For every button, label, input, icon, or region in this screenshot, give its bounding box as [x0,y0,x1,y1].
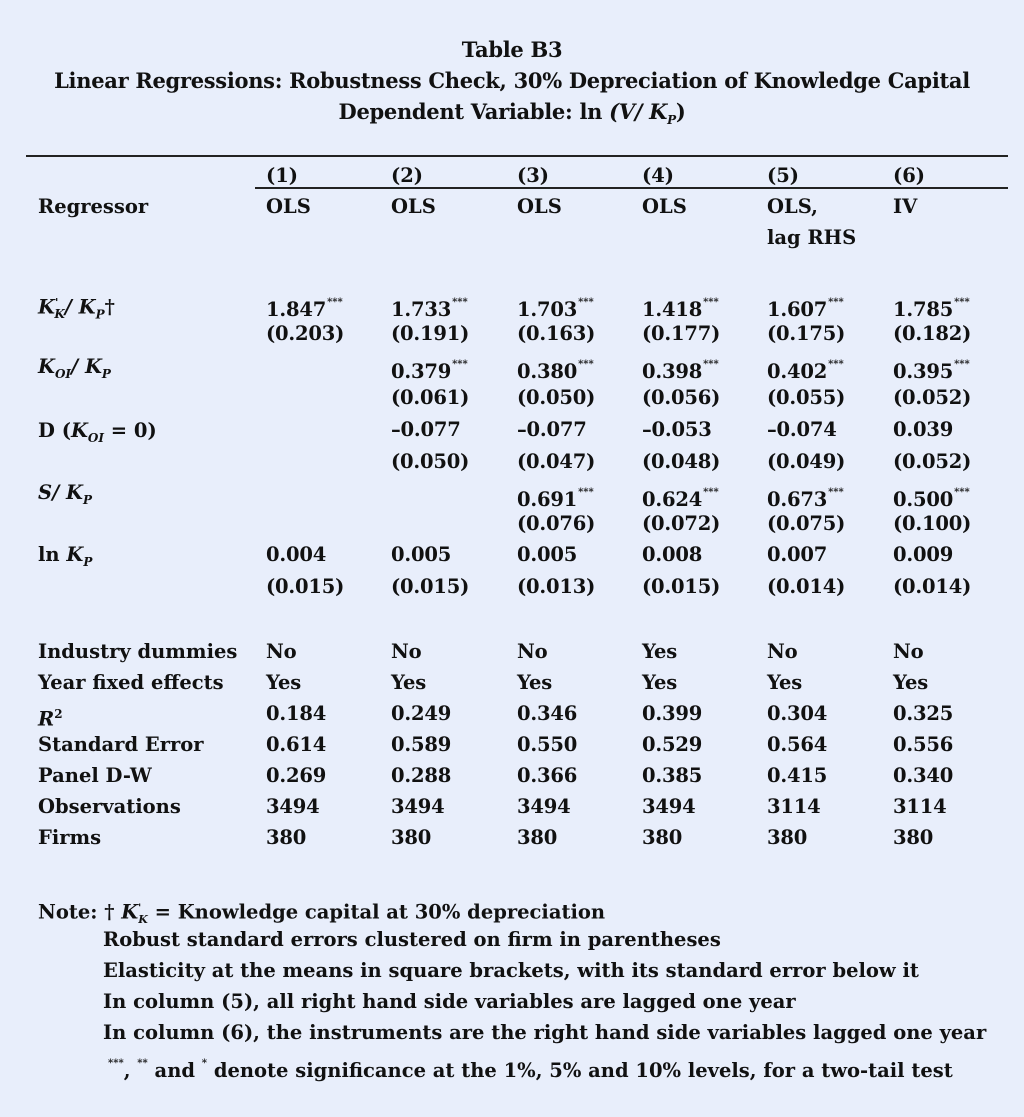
table-cell-s-coef [893,481,970,512]
stat-label: Standard Error [38,733,204,756]
significance-stars: *** [828,297,844,308]
stat-value: 380 [266,826,307,849]
table-cell-d-coef: –0.074 [767,418,837,441]
table-cell-lnk-se: (0.013) [517,575,596,598]
stat-value: 380 [893,826,934,849]
cell-value: 0.380 [517,360,578,383]
title-line-2: Linear Regressions: Robustness Check, 30% Depreciation of Knowledge Capital [54,68,970,93]
cell-value: 0.395 [893,360,954,383]
column-method: OLS [266,195,311,218]
significance-stars: *** [703,359,719,370]
note-line-2: Elasticity at the means in square brackets, with its standard error below it [103,959,919,982]
stat-value: 3114 [893,795,947,818]
column-method: OLS [391,195,436,218]
table-cell-s-se: (0.100) [893,512,972,535]
column-number: (3) [517,164,550,187]
stat-label-sup: 2 [54,707,63,721]
title-line-3: Dependent Variable: ln (V/ $K_P$) [338,99,686,128]
table-cell-d-se: (0.048) [642,450,721,473]
table-cell-lnk-coef: 0.008 [642,543,703,566]
significance-stars: *** [578,297,594,308]
stat-value: Yes [642,671,678,694]
stat-value: 3114 [767,795,821,818]
significance-stars: *** [954,297,970,308]
title-line-1: Table B3 [461,37,563,62]
significance-stars: *** [452,297,468,308]
table-cell-kk-coef [767,291,844,322]
stat-value: 0.399 [642,702,703,725]
cell-value: 0.379 [391,360,452,383]
significance-stars: *** [578,359,594,370]
table-cell-lnk-coef: 0.007 [767,543,828,566]
column-number: (6) [893,164,926,187]
cell-value: 0.500 [893,488,954,511]
table-cell-lnk-se: (0.015) [391,575,470,598]
note-first: Note: † $K'_K$ = Knowledge capital at 30% depreciation [38,900,606,927]
table-cell-lnk-coef: 0.004 [266,543,327,566]
table-cell-lnk-se: (0.014) [767,575,846,598]
table-cell-kk-se: (0.163) [517,322,596,345]
table-cell-lnk-coef: 0.009 [893,543,954,566]
var-s: S/ $K_P$ [38,481,92,507]
stat-value: 0.366 [517,764,578,787]
table-cell-s-coef [517,481,594,512]
cell-value: 1.847 [266,298,327,321]
table-cell-d-coef: 0.039 [893,418,954,441]
stat-value: 380 [517,826,558,849]
table-cell-s-se: (0.075) [767,512,846,535]
significance-stars: *** [703,297,719,308]
table-cell-s-coef [767,481,844,512]
cell-value: 1.418 [642,298,703,321]
table-cell-d-se: (0.050) [391,450,470,473]
column-number: (1) [266,164,299,187]
stat-value: 380 [391,826,432,849]
cell-value: 1.607 [767,298,828,321]
significance-stars: *** [327,297,343,308]
table-cell-kk-se: (0.177) [642,322,721,345]
stat-value: 0.614 [266,733,327,756]
stat-value: 0.340 [893,764,954,787]
stat-label: Industry dummies [38,640,238,663]
table-cell-d-se: (0.049) [767,450,846,473]
stat-value: Yes [266,671,302,694]
stat-value: 0.325 [893,702,954,725]
stat-value: 0.269 [266,764,327,787]
stat-value: 380 [767,826,808,849]
table-cell-lnk-se: (0.015) [642,575,721,598]
stat-label: Panel D-W [38,764,152,787]
cell-value: 1.785 [893,298,954,321]
stat-label: Firms [38,826,102,849]
stat-value: No [266,640,297,663]
stat-value: Yes [391,671,427,694]
stat-value: No [517,640,548,663]
var-lnk: $\ln K_P$ [38,543,93,569]
table-cell-kk-coef [893,291,970,322]
stat-value: 380 [642,826,683,849]
column-number: (5) [767,164,800,187]
note-line-1: Robust standard errors clustered on firm in parentheses [103,928,721,951]
table-cell-koi-coef [391,353,468,384]
table-cell-lnk-coef: 0.005 [517,543,578,566]
stat-value: 0.288 [391,764,452,787]
stat-label: Year fixed effects [38,671,224,694]
note-line-4: In column (6), the instruments are the right hand side variables lagged one year [103,1021,987,1044]
table-cell-koi-se: (0.055) [767,386,846,409]
stat-value: 0.304 [767,702,828,725]
stat-value: No [391,640,422,663]
stat-label-text: R [38,707,55,731]
significance-stars: *** [828,359,844,370]
var-koi: $K_{OI}/$ $K_P$ [38,355,111,381]
table-cell-koi-coef [767,353,844,384]
cell-value: 0.398 [642,360,703,383]
stat-value: Yes [767,671,803,694]
cell-value: 0.624 [642,488,703,511]
regressor-label: Regressor [38,195,149,218]
table-cell-koi-se: (0.061) [391,386,470,409]
table-cell-koi-se: (0.050) [517,386,596,409]
stat-value: 0.346 [517,702,578,725]
table-cell-koi-se: (0.052) [893,386,972,409]
table-cell-d-coef: –0.077 [391,418,461,441]
table-cell-kk-se: (0.203) [266,322,345,345]
column-method-extra: lag RHS [767,226,857,249]
stat-value: 0.385 [642,764,703,787]
stat-value: 3494 [391,795,445,818]
stat-value: 0.184 [266,702,327,725]
column-method: IV [893,195,918,218]
stat-value: 3494 [517,795,571,818]
significance-stars: *** [578,487,594,498]
stat-value: No [893,640,924,663]
table-cell-s-se: (0.072) [642,512,721,535]
stat-value: 0.556 [893,733,954,756]
var-d: D $(K_{OI} = 0)$ [38,419,157,445]
table-cell-kk-coef [642,291,719,322]
table-cell-s-coef [642,481,719,512]
table-cell-koi-coef [517,353,594,384]
var-kk: $K'_K/$ $K_P\dagger$ [38,295,115,322]
significance-stars: *** [703,487,719,498]
cell-value: 1.733 [391,298,452,321]
stat-value: 0.550 [517,733,578,756]
table-cell-koi-se: (0.056) [642,386,721,409]
table-cell-lnk-se: (0.014) [893,575,972,598]
significance-stars: *** [828,487,844,498]
table-cell-kk-se: (0.191) [391,322,470,345]
table-cell-s-se: (0.076) [517,512,596,535]
table-cell-kk-se: (0.182) [893,322,972,345]
significance-stars: *** [452,359,468,370]
column-number: (4) [642,164,675,187]
column-method: OLS, [767,195,818,218]
table-cell-kk-se: (0.175) [767,322,846,345]
stat-value: 0.249 [391,702,452,725]
table-cell-lnk-se: (0.015) [266,575,345,598]
column-method: OLS [517,195,562,218]
stat-value: 0.564 [767,733,828,756]
cell-value: 0.691 [517,488,578,511]
stat-value: 0.589 [391,733,452,756]
table-cell-lnk-coef: 0.005 [391,543,452,566]
column-method: OLS [642,195,687,218]
stat-value: 3494 [642,795,696,818]
table-cell-kk-coef [391,291,468,322]
column-number: (2) [391,164,424,187]
table-cell-koi-coef [642,353,719,384]
stat-value: No [767,640,798,663]
stat-label: Observations [38,795,181,818]
stat-value: 0.529 [642,733,703,756]
stat-value: 0.415 [767,764,828,787]
significance-stars: *** [954,487,970,498]
table-title [0,34,1024,136]
cell-value: 1.703 [517,298,578,321]
cell-value: 0.402 [767,360,828,383]
cell-value: 0.673 [767,488,828,511]
note-line-3: In column (5), all right hand side variables are lagged one year [103,990,796,1013]
table-cell-d-se: (0.047) [517,450,596,473]
top-rule [26,155,1008,157]
table-cell-d-se: (0.052) [893,450,972,473]
table-cell-d-coef: –0.053 [642,418,712,441]
stat-value: Yes [642,640,678,663]
table-cell-kk-coef [266,291,343,322]
table-cell-koi-coef [893,353,970,384]
table-cell-kk-coef [517,291,594,322]
stat-value: 3494 [266,795,320,818]
stat-value: Yes [517,671,553,694]
significance-stars: *** [954,359,970,370]
stat-value: Yes [893,671,929,694]
table-cell-d-coef: –0.077 [517,418,587,441]
note-significance: ***, ** and * denote significance at the 1%, 5% and 10% levels, for a two-tail test [108,1058,953,1082]
stat-label [38,702,63,732]
